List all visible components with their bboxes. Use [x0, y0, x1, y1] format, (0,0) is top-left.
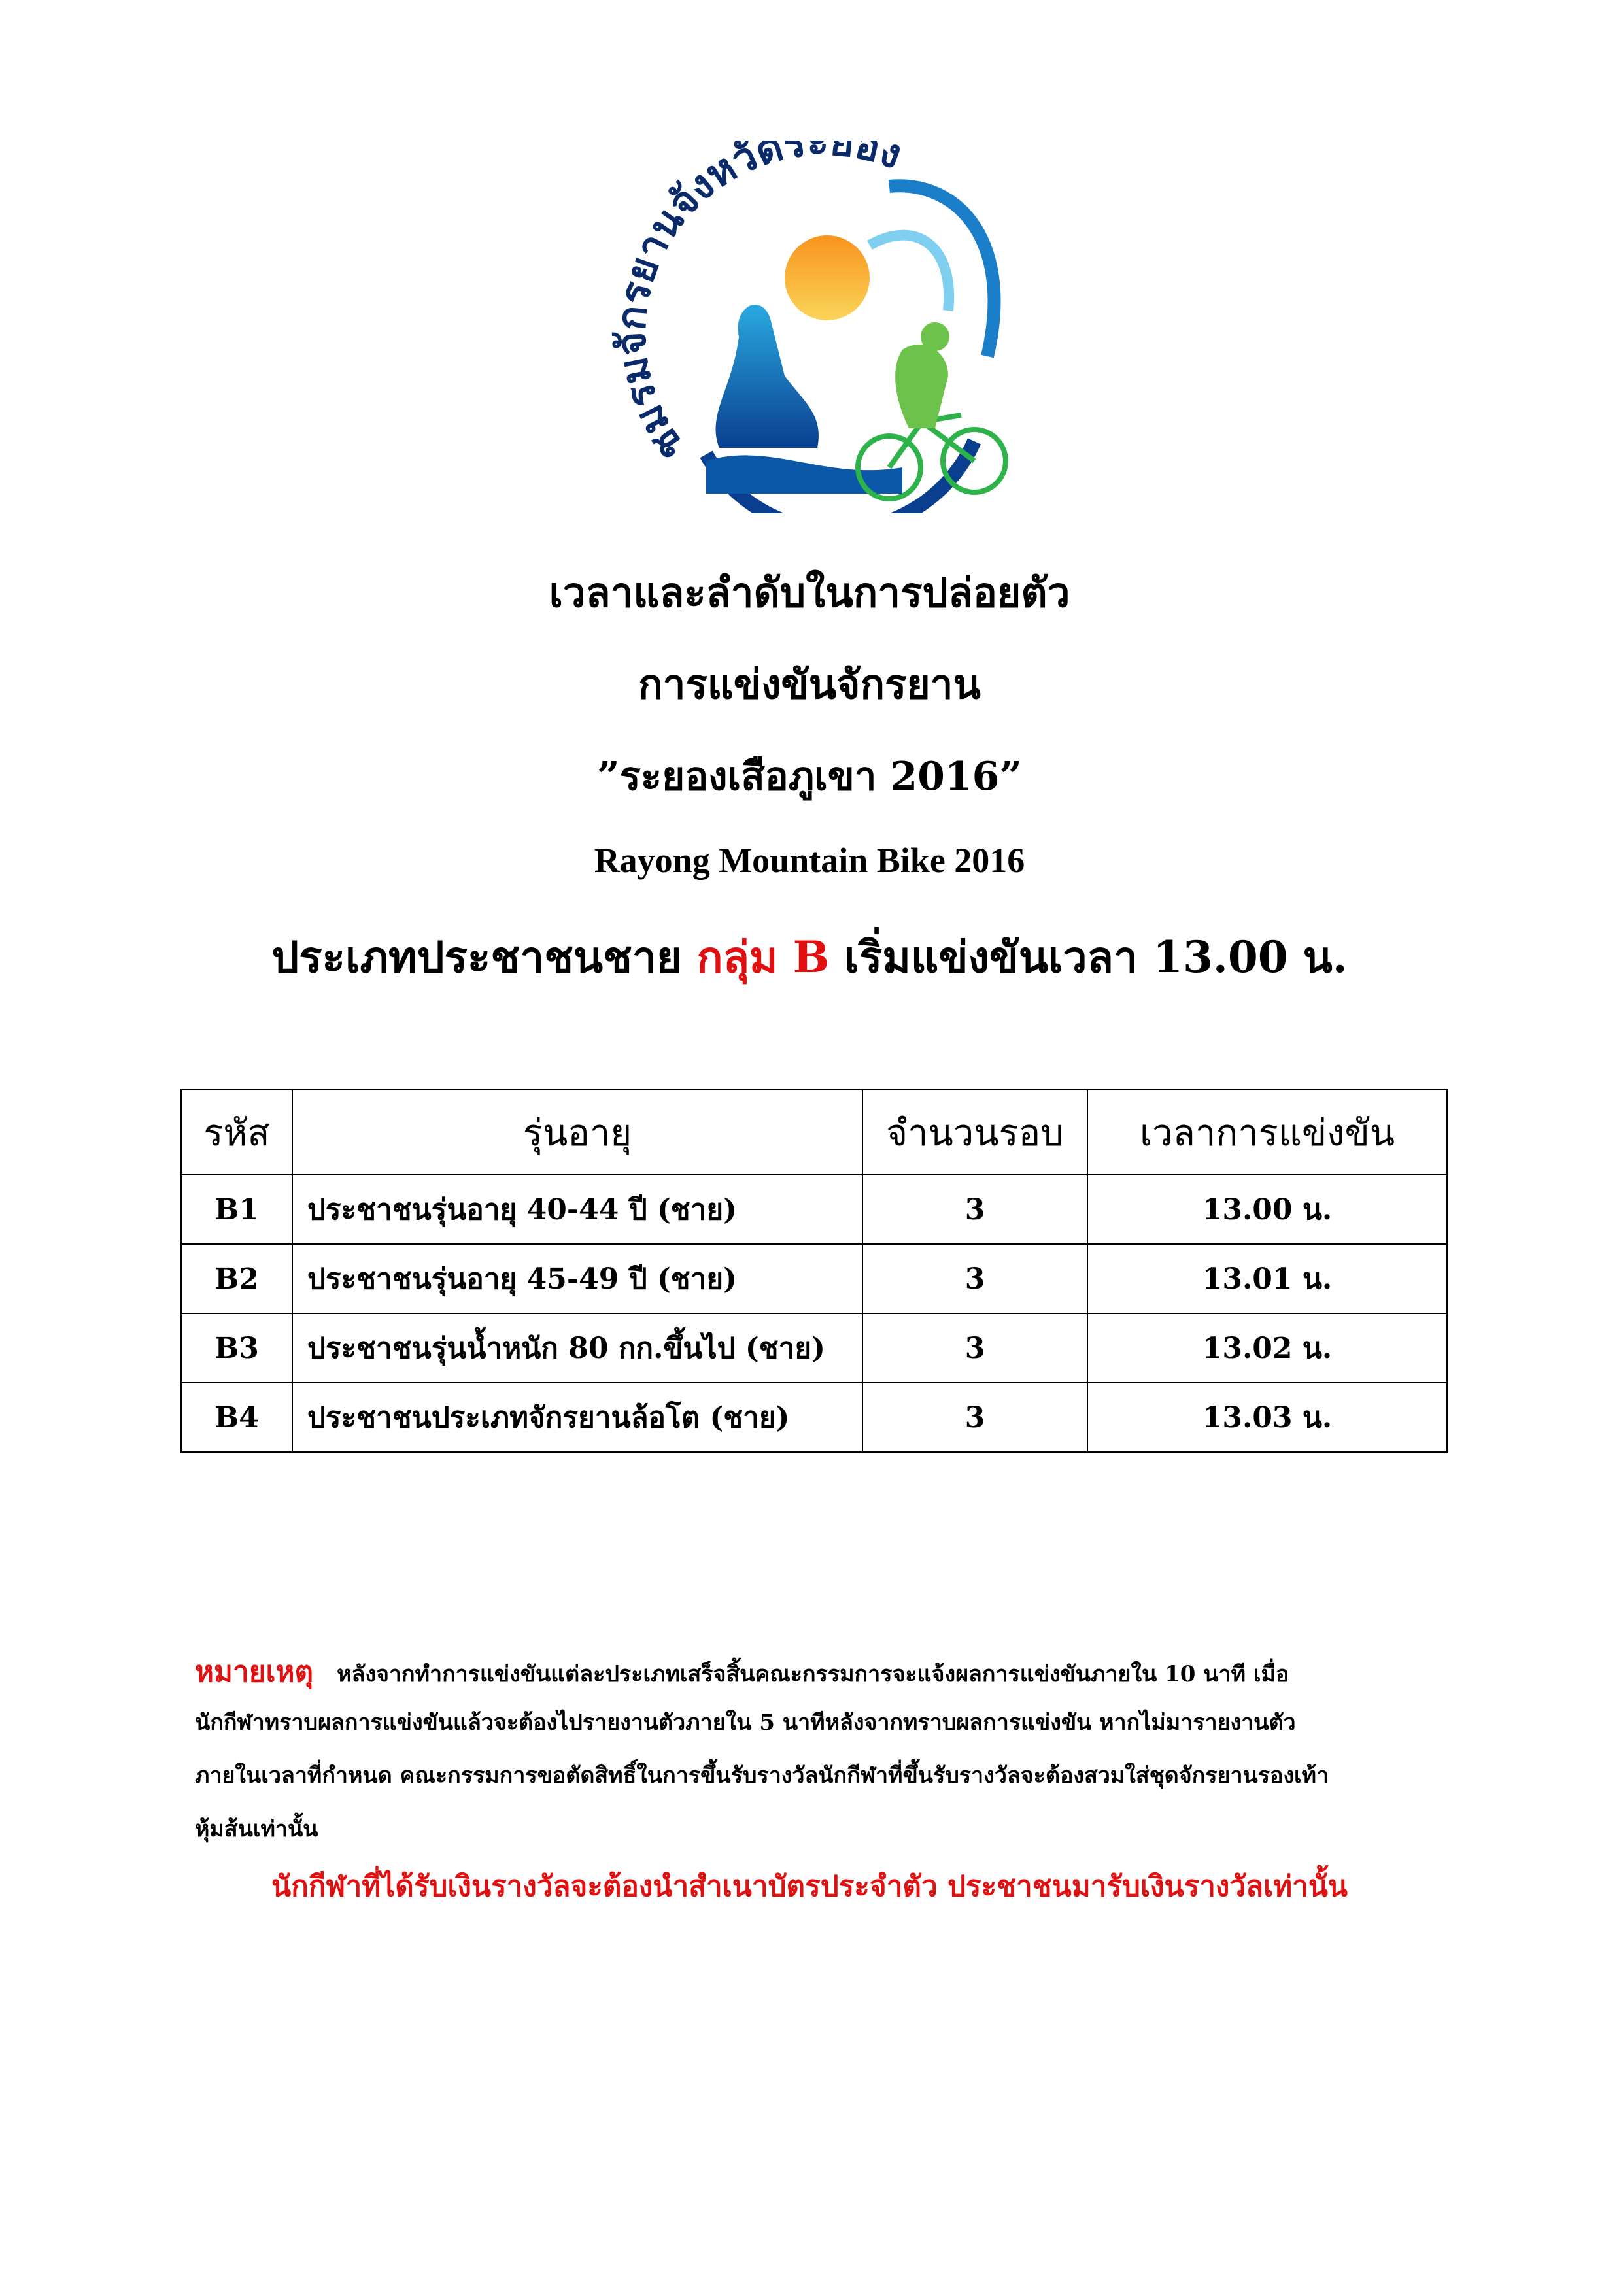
table-header-row	[181, 1090, 1448, 1175]
row-time: 13.00 น.	[1087, 1175, 1448, 1244]
table-row	[181, 1244, 1448, 1313]
svg-text:ชมรมจักรยานจังหวัดระยอง: ชมรมจักรยานจังหวัดระยอง	[608, 141, 909, 471]
note-line-2: นักกีฬาทราบผลการแข่งขันแล้วจะต้องไปรายงานตัวภายใน 5 นาทีหลังจากทราบผลการแข่งขัน หากไม่มารายงานตัว	[195, 1710, 1296, 1736]
note-text-1: หลังจากทำการแข่งขันแต่ละประเภทเสร็จสิ้นคณะกรรมการจะแจ้งผลการแข่งขันภายใน 10 นาที เมื่อ	[337, 1661, 1289, 1687]
row-laps: 3	[862, 1313, 1087, 1383]
row-laps: 3	[862, 1175, 1087, 1244]
note-line-4: หุ้มส้นเท่านั้น	[195, 1816, 318, 1842]
prize-id-notice: นักกีฬาที่ได้รับเงินรางวัลจะต้องนำสำเนาบัตรประจำตัว ประชาชนมารับเงินรางวัลเท่านั้น	[271, 1870, 1348, 1903]
category-heading	[0, 923, 1619, 992]
row-code: B3	[181, 1313, 293, 1383]
club-logo	[608, 141, 1027, 513]
note-line-3: ภายในเวลาที่กำหนด คณะกรรมการขอตัดสิทธิ์ในการขึ้นรับรางวัลนักกีฬาที่ขึ้นรับรางวัลจะต้องสวมใส่ชุดจักรยานรองเท้า	[195, 1763, 1329, 1789]
row-time: 13.01 น.	[1087, 1244, 1448, 1313]
note-label: หมายเหตุ	[195, 1655, 314, 1689]
row-category: ประชาชนประเภทจักรยานล้อโต (ชาย)	[292, 1383, 862, 1453]
row-category: ประชาชนรุ่นอายุ 45-49 ปี (ชาย)	[292, 1244, 862, 1313]
event-name-english: Rayong Mountain Bike 2016	[594, 841, 1025, 880]
row-laps: 3	[862, 1383, 1087, 1453]
header-time: เวลาการแข่งขัน	[1087, 1090, 1448, 1175]
row-code: B4	[181, 1383, 293, 1453]
event-name-thai: ”ระยองเสือภูเขา 2016”	[597, 754, 1022, 800]
row-category: ประชาชนรุ่นน้ำหนัก 80 กก.ขึ้นไป (ชาย)	[292, 1313, 862, 1383]
start-time-text: เริ่มแข่งขันเวลา 13.00 น.	[829, 932, 1348, 983]
table-row	[181, 1175, 1448, 1244]
header-category: รุ่นอายุ	[292, 1090, 862, 1175]
table-row	[181, 1313, 1448, 1383]
title-line-2: การแข่งขันจักรยาน	[638, 660, 981, 708]
row-time: 13.02 น.	[1087, 1313, 1448, 1383]
row-time: 13.03 น.	[1087, 1383, 1448, 1453]
row-code: B1	[181, 1175, 293, 1244]
header-laps: จำนวนรอบ	[862, 1090, 1087, 1175]
table-row	[181, 1383, 1448, 1453]
group-label: กลุ่ม B	[696, 932, 830, 983]
title-line-1: เวลาและลำดับในการปล่อยตัว	[549, 569, 1070, 616]
row-category: ประชาชนรุ่นอายุ 40-44 ปี (ชาย)	[292, 1175, 862, 1244]
category-prefix: ประเภทประชาชนชาย	[271, 932, 697, 983]
schedule-table	[180, 1089, 1448, 1453]
row-laps: 3	[862, 1244, 1087, 1313]
note-line-1	[195, 1649, 1437, 1695]
row-code: B2	[181, 1244, 293, 1313]
header-code: รหัส	[181, 1090, 293, 1175]
